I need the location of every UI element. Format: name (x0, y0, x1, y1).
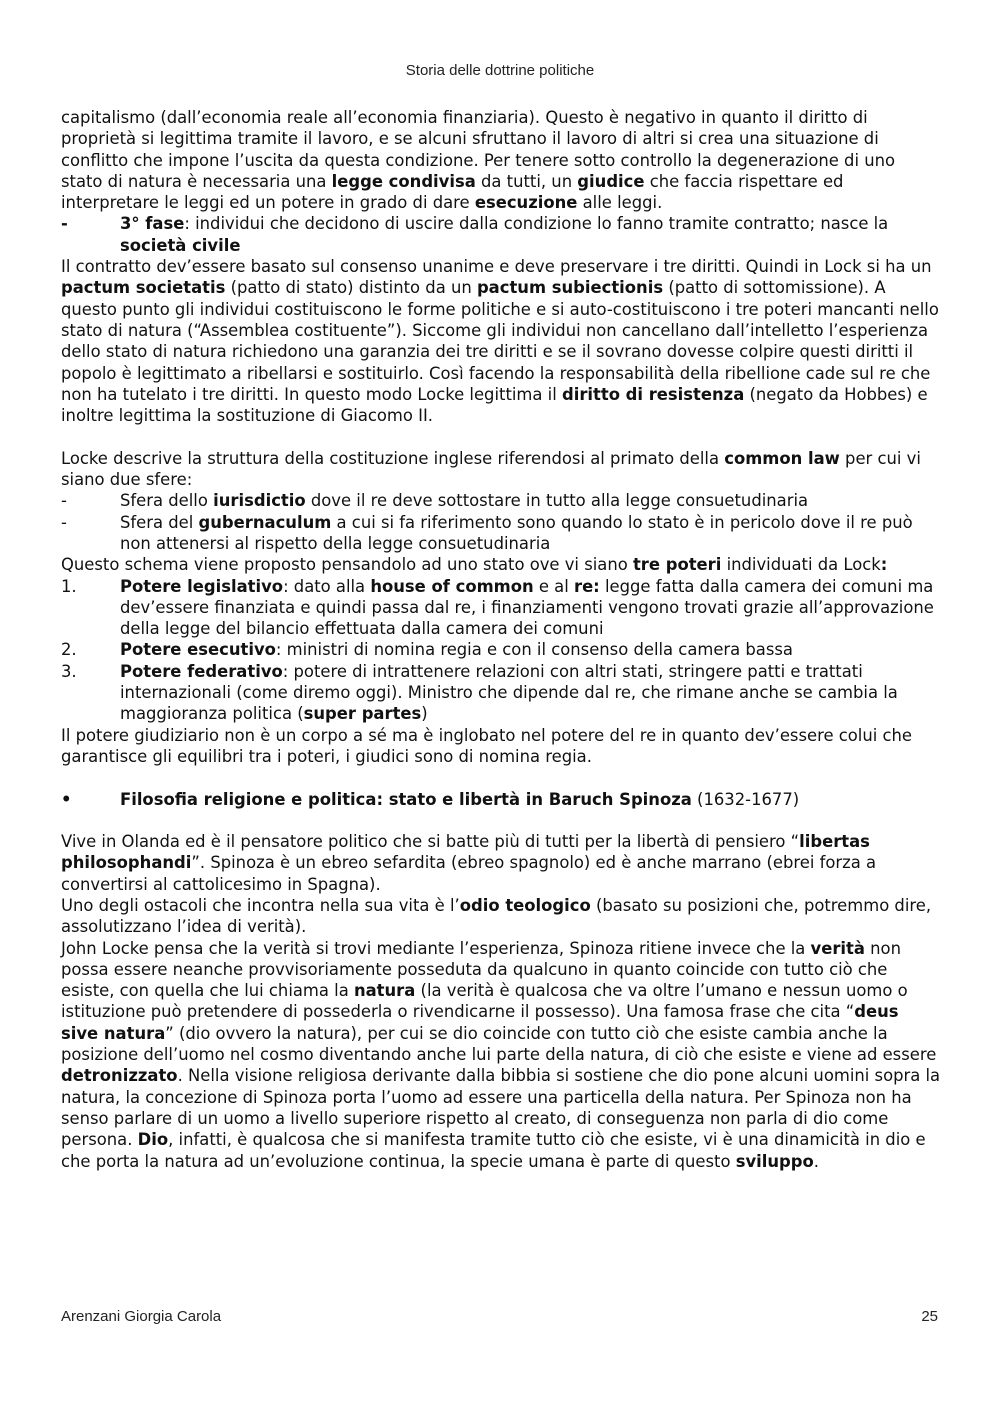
list-item-iurisdictio (61, 490, 941, 511)
section-heading-text (120, 789, 941, 810)
list-item-text (120, 490, 941, 511)
footer-author: Arenzani Giorgia Carola (61, 1308, 222, 1325)
list-marker: 2. (61, 640, 77, 660)
list-item-potere-federativo (61, 661, 941, 725)
list-item-text (120, 639, 941, 660)
paragraph-olanda (61, 831, 941, 895)
list-item-gubernaculum (61, 512, 941, 555)
text-run: : potere di intrattenere relazioni con altri stati, stringere patti e trattati internazionali (come diremo oggi). Ministro che dipende dal re, che rimane anche se cambia la maggioranza politica ( (120, 661, 898, 724)
bold-term: tre poteri (632, 555, 722, 575)
text-run: ) (421, 704, 428, 724)
text-run: legge fatta dalla camera dei comuni ma dev’essere finanziata e quindi passa dal re, i finanziamenti vengono trovati grazie all’approvazione della legge del bilancio effettuata dalla camera dei comuni (120, 576, 934, 639)
paragraph-verita-natura (61, 938, 941, 1172)
text-run: capitalismo (dall’economia reale all’economia finanziaria). Questo è negativo in quanto il diritto di proprietà si legittima tramite il lavoro, e se alcuni sfruttano il lavoro di altri si crea una situazione di conflitto che impone l’uscita da questa condizione. Per tenere sotto controllo la degenerazione di uno stato di natura è necessaria una (61, 108, 896, 191)
bold-term: esecuzione (474, 193, 578, 213)
bold-term: house of common (370, 576, 534, 596)
paragraph-gap (61, 767, 941, 788)
text-run: alle leggi. (577, 193, 663, 213)
bold-term: deus sive natura (61, 1002, 899, 1043)
list-item-text (120, 576, 941, 640)
bold-term: diritto di resistenza (561, 384, 745, 404)
section-heading-spinoza (61, 789, 941, 810)
bold-term: gubernaculum (198, 512, 332, 532)
paragraph-potere-giudiziario (61, 725, 941, 768)
text-run: ”. Spinoza è un ebreo sefardita (ebreo spagnolo) ed è anche marrano (ebrei forza a convertirsi al cattolicesimo in Spagna). (61, 853, 877, 894)
bold-term: legge condivisa (331, 171, 476, 191)
bold-term: natura (353, 981, 416, 1001)
bold-term: società civile (120, 235, 241, 255)
text-run: Locke descrive la struttura della costituzione inglese riferendosi al primato della (61, 448, 725, 468)
text-run: . (177, 1066, 183, 1086)
text-run: , infatti, è qualcosa che si manifesta tramite tutto ciò che esiste, vi è una dinamicità in dio e che porta la natura ad un’evoluzione continua, la specie umana è parte di questo (61, 1130, 926, 1171)
page-number: 25 (921, 1308, 938, 1325)
text-run: . (813, 1151, 819, 1171)
list-marker: - (61, 214, 68, 234)
text-run: Il potere giudiziario non è un corpo a sé ma è inglobato nel potere del re in quanto dev’essere colui che garantisce gli equilibri tra i poteri, i giudici sono di nomina regia. (61, 725, 912, 766)
section-title: Filosofia religione e politica: stato e libertà in Baruch Spinoza (120, 789, 692, 809)
bold-term: Potere legislativo (120, 576, 284, 596)
text-run: : individui che decidono di uscire dalla condizione lo fanno tramite contratto; nasce la (184, 214, 889, 234)
list-marker: - (61, 512, 67, 532)
bold-term: pactum subiectionis (476, 278, 664, 298)
bold-term: sviluppo (735, 1151, 814, 1171)
text-run: (patto di sottomissione). A questo punto gli individui costituiscono le forme politiche e si auto-costituiscono i tre poteri mancanti nello stato di natura (“Assemblea costituente”). Siccome gli individui non cancellano dall’intelletto l’esperienza dello stato di natura richiedono una garanzia dei tre diritti e se il sovrano dovesse colpire questi diritti il popolo è legittimato a ribellarsi e sostituirlo. Così facendo la responsabilità della ribellione cade sul re che non ha tutelato i tre diritti. In questo modo Locke legittima il (61, 278, 939, 404)
bold-term: Dio (137, 1130, 169, 1150)
bold-term: common law (724, 448, 840, 468)
list-marker: 1. (61, 576, 77, 596)
paragraph-gap (61, 426, 941, 447)
bold-term: : (880, 555, 888, 575)
bold-term: libertas philosophandi (61, 832, 870, 873)
text-run: Il contratto dev’essere basato sul consenso unanime e deve preservare i tre diritti. Quindi in Lock si ha un (61, 257, 932, 277)
text-run: (patto di stato) distinto da un (225, 278, 477, 298)
paragraph-odio-teologico (61, 895, 941, 938)
text-run: : dato alla (283, 576, 371, 596)
text-run: : ministri di nomina regia e con il consenso della camera bassa (275, 640, 793, 660)
page-header: Storia delle dottrine politiche (405, 62, 595, 79)
bold-term: giudice (577, 171, 645, 191)
bold-term: odio teologico (459, 895, 591, 915)
list-item-text (120, 661, 941, 725)
paragraph-gap (61, 810, 941, 831)
bold-term: detronizzato (61, 1066, 178, 1086)
text-run: da tutti, un (475, 171, 578, 191)
page-footer (61, 1308, 938, 1325)
text-run: dove il re deve sottostare in tutto alla legge consuetudinaria (305, 491, 809, 511)
bold-term: Potere federativo (120, 661, 283, 681)
paragraph-tre-poteri (61, 554, 941, 575)
list-item-potere-legislativo (61, 576, 941, 640)
text-run: individuati da Lock (721, 555, 881, 575)
text-run: John Locke pensa che la verità si trovi mediante l’esperienza, Spinoza ritiene invece che la (61, 938, 811, 958)
text-run: Uno degli ostacoli che incontra nella sua vita è l’ (61, 895, 460, 915)
list-marker: - (61, 491, 67, 511)
bold-term: re: (573, 576, 600, 596)
bold-term: iurisdictio (213, 491, 306, 511)
paragraph-common-law (61, 448, 941, 491)
text-run: non possa essere neanche provvisoriamente posseduta da qualcuno in quanto coincide con tutto ciò che esiste, con quella che lui chiama la (61, 938, 901, 1001)
list-item-fase3 (61, 213, 941, 256)
list-item-potere-esecutivo (61, 639, 941, 660)
section-dates: (1632-1677) (691, 789, 800, 809)
paragraph-capitalismo (61, 107, 941, 213)
bold-term: pactum societatis (61, 278, 226, 298)
text-run: e al (533, 576, 574, 596)
text-run: ” (dio ovvero la natura), per cui se dio coincide con tutto ciò che esiste cambia anche la posizione dell’uomo nel cosmo diventando anche lui parte della natura, di ciò che esiste e viene ad essere (61, 1023, 937, 1065)
text-run: (negato da Hobbes) e inoltre legittima la sostituzione di Giacomo II. (61, 384, 928, 426)
text-run: (la verità è qualcosa che va oltre l’umano e nessun uomo o istituzione può pretendere di possederla o rivendicarne il possesso). Una famosa frase che cita “ (61, 981, 908, 1022)
list-marker: 3. (61, 661, 77, 681)
bold-term: super partes (303, 704, 422, 724)
list-item-text (120, 512, 941, 555)
text-run: a cui si fa riferimento sono quando lo stato è in pericolo dove il re può non attenersi al rispetto della legge consuetudinaria (120, 512, 913, 553)
document-body (61, 107, 941, 1172)
bold-term: verità (810, 938, 865, 958)
text-run: (basato su posizioni che, potremmo dire, assolutizzano l’idea di verità). (61, 895, 932, 937)
text-run: Vive in Olanda ed è il pensatore politico che si batte più di tutti per la libertà di pensiero “ (61, 832, 800, 852)
text-run: Sfera del (120, 512, 199, 532)
text-run: Questo schema viene proposto pensandolo ad uno stato ove vi siano (61, 555, 633, 575)
text-run: che faccia rispettare ed interpretare le leggi ed un potere in grado di dare (61, 171, 844, 213)
text-run: Sfera dello (120, 491, 214, 511)
bold-term: 3° fase (120, 214, 185, 234)
bullet-marker: • (61, 789, 72, 809)
bold-term: Potere esecutivo (120, 640, 276, 660)
paragraph-contratto (61, 256, 941, 426)
list-item-text (120, 213, 941, 256)
text-run: Nella visione religiosa derivante dalla bibbia si sostiene che dio pone alcuni uomini sopra la natura, la concezione di Spinoza porta l’uomo ad essere una particella della natura. Per Spinoza non ha senso parlare di un uomo a livello superiore rispetto al creato, di conseguenza non parla di dio come persona. (61, 1066, 941, 1150)
text-run: per cui vi siano due sfere: (61, 448, 921, 490)
